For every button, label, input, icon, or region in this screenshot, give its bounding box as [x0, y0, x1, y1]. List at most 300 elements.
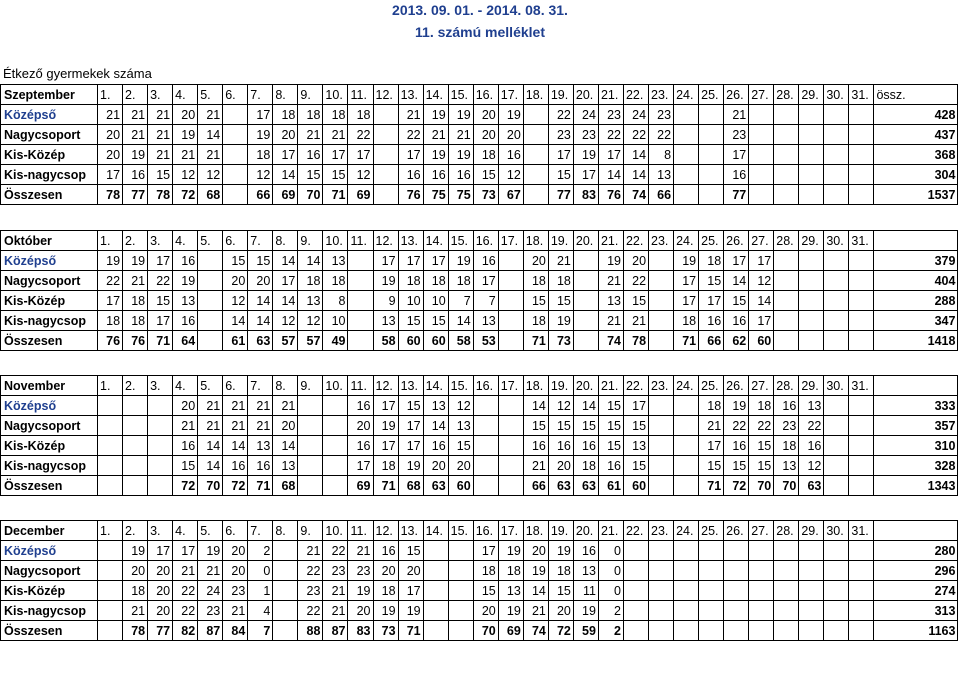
count-cell: [824, 621, 849, 641]
count-cell: 14: [223, 436, 248, 456]
count-cell: [724, 541, 749, 561]
count-cell: [799, 291, 824, 311]
count-cell: 15: [448, 436, 473, 456]
day-number: 23.: [649, 85, 674, 105]
count-cell: 18: [523, 271, 548, 291]
count-cell: 14: [198, 436, 223, 456]
day-number: 21.: [598, 376, 623, 396]
day-number: 27.: [749, 231, 774, 251]
count-cell: 14: [623, 145, 648, 165]
count-cell: 18: [298, 271, 323, 291]
count-cell: 19: [448, 251, 473, 271]
count-cell: [298, 396, 323, 416]
count-cell: 21: [248, 396, 273, 416]
count-cell: [849, 396, 874, 416]
count-cell: 22: [548, 105, 573, 125]
count-cell: 15: [699, 456, 724, 476]
count-cell: 58: [373, 331, 398, 351]
day-number: 3.: [148, 376, 173, 396]
count-cell: [799, 561, 824, 581]
count-cell: [448, 601, 473, 621]
count-cell: 14: [273, 436, 298, 456]
count-cell: 14: [248, 311, 273, 331]
day-number: 20.: [573, 521, 598, 541]
count-cell: 14: [523, 396, 548, 416]
day-number: 9.: [298, 376, 323, 396]
count-cell: 18: [473, 145, 498, 165]
count-cell: [774, 581, 799, 601]
count-cell: 20: [273, 125, 298, 145]
count-cell: 71: [699, 476, 724, 496]
count-cell: 12: [198, 165, 223, 185]
count-cell: 7: [473, 291, 498, 311]
count-cell: 63: [248, 331, 273, 351]
count-cell: [774, 185, 799, 205]
day-number: 28.: [774, 376, 799, 396]
count-cell: 74: [523, 621, 548, 641]
count-cell: 11: [573, 581, 598, 601]
count-cell: [674, 436, 699, 456]
row-total-cell: 274: [874, 581, 958, 601]
count-cell: 19: [498, 541, 523, 561]
count-cell: [799, 165, 824, 185]
count-cell: 21: [198, 145, 223, 165]
count-cell: [749, 581, 774, 601]
count-cell: [849, 165, 874, 185]
row-total-cell: 368: [874, 145, 958, 165]
count-cell: 21: [423, 125, 448, 145]
day-number: 7.: [248, 521, 273, 541]
count-cell: [849, 291, 874, 311]
count-cell: [298, 416, 323, 436]
count-cell: [799, 185, 824, 205]
count-cell: 13: [799, 396, 824, 416]
count-cell: 75: [423, 185, 448, 205]
count-cell: 19: [123, 541, 148, 561]
count-cell: 17: [573, 165, 598, 185]
count-cell: 17: [248, 105, 273, 125]
count-cell: [799, 331, 824, 351]
count-cell: 20: [173, 396, 198, 416]
count-cell: 75: [448, 185, 473, 205]
count-cell: 60: [398, 331, 423, 351]
count-cell: 14: [198, 125, 223, 145]
count-cell: 21: [148, 125, 173, 145]
count-cell: 20: [373, 561, 398, 581]
count-cell: [674, 541, 699, 561]
count-cell: 21: [198, 561, 223, 581]
count-cell: 0: [598, 581, 623, 601]
count-cell: 21: [548, 251, 573, 271]
count-cell: 71: [373, 476, 398, 496]
group-row: [1, 125, 958, 145]
count-cell: [649, 436, 674, 456]
row-total-cell: 304: [874, 165, 958, 185]
day-number: 28.: [774, 85, 799, 105]
count-cell: 19: [674, 251, 699, 271]
document-period-title: 2013. 09. 01. - 2014. 08. 31.: [392, 2, 568, 18]
day-number: 31.: [849, 376, 874, 396]
group-label: Összesen: [1, 621, 98, 641]
count-cell: 19: [398, 456, 423, 476]
day-number: 29.: [799, 521, 824, 541]
row-total-cell: 296: [874, 561, 958, 581]
count-cell: 15: [623, 456, 648, 476]
count-cell: 15: [623, 291, 648, 311]
day-number: 13.: [398, 521, 423, 541]
count-cell: 17: [173, 541, 198, 561]
count-cell: 21: [298, 125, 323, 145]
count-cell: [649, 251, 674, 271]
count-cell: [373, 125, 398, 145]
day-number: 24.: [674, 231, 699, 251]
count-cell: 23: [298, 581, 323, 601]
count-cell: 15: [548, 165, 573, 185]
count-cell: 14: [423, 416, 448, 436]
count-cell: 20: [473, 125, 498, 145]
count-cell: [849, 271, 874, 291]
row-total-cell: 428: [874, 105, 958, 125]
count-cell: 20: [523, 251, 548, 271]
count-cell: 13: [498, 581, 523, 601]
count-cell: 21: [273, 396, 298, 416]
count-cell: [98, 581, 123, 601]
day-number: 4.: [173, 231, 198, 251]
count-cell: 21: [448, 125, 473, 145]
count-cell: 66: [523, 476, 548, 496]
count-cell: 17: [98, 165, 123, 185]
count-cell: 18: [423, 271, 448, 291]
count-cell: 18: [749, 396, 774, 416]
count-cell: 18: [123, 581, 148, 601]
count-cell: 21: [123, 125, 148, 145]
count-cell: 58: [448, 331, 473, 351]
count-cell: [699, 561, 724, 581]
count-cell: 19: [548, 311, 573, 331]
count-cell: 57: [298, 331, 323, 351]
group-row: [1, 561, 958, 581]
count-cell: 2: [598, 621, 623, 641]
count-cell: [98, 601, 123, 621]
count-cell: 16: [724, 436, 749, 456]
day-number: 1.: [98, 376, 123, 396]
count-cell: 15: [523, 416, 548, 436]
count-cell: 20: [223, 541, 248, 561]
count-cell: 19: [523, 561, 548, 581]
day-number: 15.: [448, 521, 473, 541]
day-number: 10.: [323, 231, 348, 251]
count-cell: [498, 396, 523, 416]
count-cell: 0: [598, 541, 623, 561]
day-number: 19.: [548, 231, 573, 251]
count-cell: 60: [448, 476, 473, 496]
count-cell: 13: [573, 561, 598, 581]
day-number: 31.: [849, 521, 874, 541]
count-cell: [824, 125, 849, 145]
count-cell: 14: [198, 456, 223, 476]
count-cell: 23: [649, 105, 674, 125]
count-cell: 19: [173, 271, 198, 291]
count-cell: 20: [348, 416, 373, 436]
count-cell: 7: [448, 291, 473, 311]
count-cell: 17: [373, 251, 398, 271]
group-label: Középső: [1, 541, 98, 561]
count-cell: 76: [398, 185, 423, 205]
day-number: 2.: [123, 521, 148, 541]
count-cell: 21: [123, 105, 148, 125]
group-label: Kis-Közép: [1, 581, 98, 601]
day-number: 13.: [398, 231, 423, 251]
day-number: 28.: [774, 521, 799, 541]
count-cell: [273, 601, 298, 621]
count-cell: [849, 541, 874, 561]
day-number: 17.: [498, 521, 523, 541]
group-row: [1, 145, 958, 165]
count-cell: 78: [98, 185, 123, 205]
count-cell: 19: [598, 251, 623, 271]
group-row: [1, 456, 958, 476]
count-cell: 15: [398, 541, 423, 561]
count-cell: [649, 621, 674, 641]
count-cell: 82: [173, 621, 198, 641]
count-cell: 12: [223, 291, 248, 311]
count-cell: 71: [398, 621, 423, 641]
day-number: 11.: [348, 521, 373, 541]
count-cell: [824, 271, 849, 291]
group-label: Kis-nagycsop: [1, 165, 98, 185]
count-cell: 16: [373, 541, 398, 561]
count-cell: 15: [298, 165, 323, 185]
day-number: 4.: [173, 85, 198, 105]
count-cell: [649, 396, 674, 416]
count-cell: 1: [248, 581, 273, 601]
count-cell: 17: [148, 311, 173, 331]
count-cell: 21: [523, 456, 548, 476]
count-cell: 18: [323, 271, 348, 291]
count-cell: [423, 581, 448, 601]
count-cell: [774, 105, 799, 125]
count-cell: 19: [248, 125, 273, 145]
count-cell: 72: [173, 185, 198, 205]
count-cell: 18: [298, 105, 323, 125]
count-cell: [98, 396, 123, 416]
count-cell: 23: [724, 125, 749, 145]
count-cell: 83: [348, 621, 373, 641]
count-cell: 19: [123, 251, 148, 271]
count-cell: 17: [398, 145, 423, 165]
day-number: 29.: [799, 376, 824, 396]
day-number: 30.: [824, 85, 849, 105]
total-row: [1, 621, 958, 641]
day-number: 5.: [198, 376, 223, 396]
count-cell: 68: [198, 185, 223, 205]
day-number: 10.: [323, 521, 348, 541]
count-cell: [849, 456, 874, 476]
count-cell: 20: [148, 581, 173, 601]
count-cell: 16: [699, 311, 724, 331]
count-cell: 15: [423, 311, 448, 331]
count-cell: [774, 251, 799, 271]
day-number: 23.: [649, 521, 674, 541]
count-cell: 61: [598, 476, 623, 496]
count-cell: [649, 416, 674, 436]
count-cell: 12: [248, 165, 273, 185]
count-cell: 20: [548, 601, 573, 621]
count-cell: 16: [398, 165, 423, 185]
count-cell: 17: [674, 271, 699, 291]
day-number: 18.: [523, 85, 548, 105]
count-cell: 71: [148, 331, 173, 351]
count-cell: [348, 271, 373, 291]
count-cell: [148, 476, 173, 496]
count-cell: [473, 416, 498, 436]
day-number: 25.: [699, 231, 724, 251]
count-cell: [473, 396, 498, 416]
count-cell: 16: [223, 456, 248, 476]
count-cell: [674, 561, 699, 581]
count-cell: [824, 105, 849, 125]
count-cell: 19: [348, 581, 373, 601]
day-number: 23.: [649, 231, 674, 251]
count-cell: 21: [198, 396, 223, 416]
count-cell: [749, 601, 774, 621]
day-number: 18.: [523, 521, 548, 541]
count-cell: 22: [298, 561, 323, 581]
count-cell: 15: [724, 291, 749, 311]
count-cell: [824, 185, 849, 205]
day-number: 11.: [348, 231, 373, 251]
count-cell: 17: [749, 251, 774, 271]
count-cell: [198, 251, 223, 271]
count-cell: 16: [348, 436, 373, 456]
count-cell: 7: [248, 621, 273, 641]
row-total-cell: 280: [874, 541, 958, 561]
count-cell: [824, 456, 849, 476]
group-row: [1, 436, 958, 456]
day-number: 31.: [849, 85, 874, 105]
month-name: Október: [1, 231, 98, 251]
count-cell: [749, 125, 774, 145]
count-cell: 17: [598, 145, 623, 165]
count-cell: [623, 601, 648, 621]
count-cell: [123, 456, 148, 476]
count-cell: 14: [273, 251, 298, 271]
count-cell: 20: [148, 561, 173, 581]
group-label: Nagycsoport: [1, 125, 98, 145]
count-cell: [674, 165, 699, 185]
count-cell: 19: [123, 145, 148, 165]
day-number: 3.: [148, 85, 173, 105]
count-cell: [824, 251, 849, 271]
day-number: 6.: [223, 521, 248, 541]
count-cell: 13: [173, 291, 198, 311]
count-cell: 19: [548, 541, 573, 561]
count-cell: [799, 145, 824, 165]
count-cell: 18: [699, 251, 724, 271]
count-cell: [824, 601, 849, 621]
count-cell: 20: [273, 416, 298, 436]
count-cell: [523, 185, 548, 205]
count-cell: 71: [523, 331, 548, 351]
count-cell: 72: [173, 476, 198, 496]
count-cell: [423, 601, 448, 621]
day-number: 5.: [198, 231, 223, 251]
month-table-2: [0, 375, 958, 496]
count-cell: [799, 311, 824, 331]
count-cell: 17: [674, 291, 699, 311]
count-cell: [774, 311, 799, 331]
count-cell: 23: [348, 561, 373, 581]
count-cell: 22: [623, 125, 648, 145]
count-cell: 70: [774, 476, 799, 496]
count-cell: [649, 291, 674, 311]
count-cell: 16: [724, 311, 749, 331]
count-cell: 15: [148, 291, 173, 311]
group-label: Kis-Közép: [1, 436, 98, 456]
count-cell: [523, 145, 548, 165]
group-label: Nagycsoport: [1, 561, 98, 581]
day-number: 26.: [724, 85, 749, 105]
count-cell: 22: [298, 601, 323, 621]
count-cell: 0: [248, 561, 273, 581]
count-cell: 17: [423, 251, 448, 271]
count-cell: [198, 271, 223, 291]
count-cell: 20: [398, 561, 423, 581]
count-cell: 70: [298, 185, 323, 205]
count-cell: [373, 145, 398, 165]
count-cell: 16: [123, 165, 148, 185]
count-cell: 15: [548, 581, 573, 601]
day-number: 7.: [248, 231, 273, 251]
count-cell: 19: [373, 271, 398, 291]
day-number: 28.: [774, 231, 799, 251]
count-cell: 18: [498, 561, 523, 581]
count-cell: [348, 251, 373, 271]
group-label: Összesen: [1, 476, 98, 496]
count-cell: 20: [123, 561, 148, 581]
day-number: 10.: [323, 376, 348, 396]
count-cell: [649, 331, 674, 351]
count-cell: 19: [423, 145, 448, 165]
count-cell: 76: [598, 185, 623, 205]
count-cell: [674, 185, 699, 205]
count-cell: 18: [548, 561, 573, 581]
count-cell: [623, 561, 648, 581]
count-cell: 15: [548, 416, 573, 436]
count-cell: 66: [649, 185, 674, 205]
day-number: [874, 376, 958, 396]
count-cell: 2: [598, 601, 623, 621]
count-cell: 23: [598, 105, 623, 125]
count-cell: [98, 541, 123, 561]
count-cell: [699, 105, 724, 125]
count-cell: 21: [98, 105, 123, 125]
count-cell: 21: [148, 105, 173, 125]
month-name: Szeptember: [1, 85, 98, 105]
count-cell: 9: [373, 291, 398, 311]
count-cell: 13: [623, 436, 648, 456]
row-total-cell: 357: [874, 416, 958, 436]
count-cell: [498, 456, 523, 476]
count-cell: [749, 185, 774, 205]
day-number: 30.: [824, 521, 849, 541]
count-cell: 19: [573, 145, 598, 165]
day-number: [874, 231, 958, 251]
count-cell: [498, 476, 523, 496]
count-cell: 10: [398, 291, 423, 311]
count-cell: 17: [373, 396, 398, 416]
count-cell: [323, 416, 348, 436]
